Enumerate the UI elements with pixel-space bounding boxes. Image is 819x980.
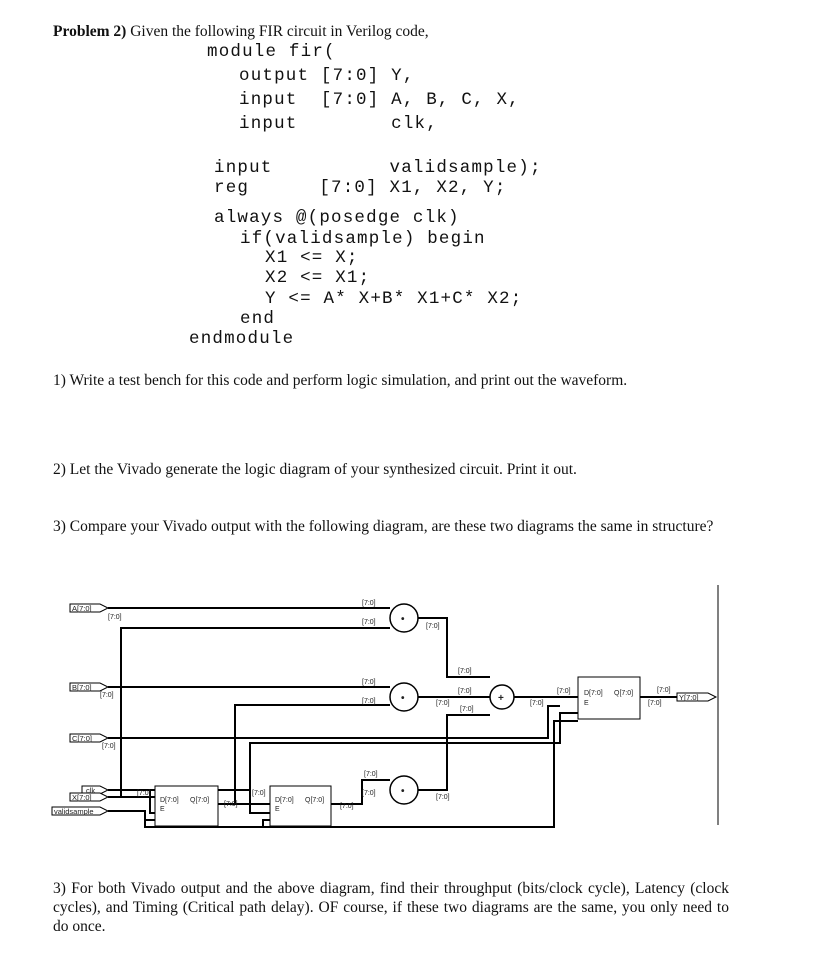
problem-label: Problem 2)	[53, 23, 127, 40]
code-line: X2 <= X1;	[265, 268, 371, 288]
code-line: endmodule	[189, 329, 295, 349]
bus-label: [7:0]	[458, 668, 472, 675]
bus-label: [7:0]	[340, 803, 354, 810]
fir-logic-diagram	[0, 575, 819, 845]
port-a-label: A[7:0]	[72, 604, 92, 613]
register-y-e: E	[584, 700, 589, 707]
bus-label: [7:0]	[436, 700, 450, 707]
bus-label: [7:0]	[364, 771, 378, 778]
problem-intro: Given the following FIR circuit in Verilog code,	[130, 23, 429, 40]
register-x2-e: E	[275, 806, 280, 813]
bus-label: [7:0]	[362, 790, 376, 797]
port-clk-label: clk	[86, 786, 96, 795]
register-x1-e: E	[160, 806, 165, 813]
bus-label: [7:0]	[108, 614, 122, 621]
bus-label: [7:0]	[458, 688, 472, 695]
code-line: module fir(	[207, 42, 336, 62]
register-y	[578, 677, 640, 719]
bus-label: [7:0]	[252, 790, 266, 797]
question-1: 1) Write a test bench for this code and perform logic simulation, and print out the waveform.	[53, 372, 628, 389]
bus-label: [7:0]	[657, 687, 671, 694]
register-x1-q: Q[7:0]	[190, 797, 210, 804]
bus-label: [7:0]	[436, 794, 450, 801]
code-line: if(validsample) begin	[240, 229, 486, 249]
port-b-label: B[7:0]	[72, 683, 92, 692]
code-line: input [7:0] A, B, C, X,	[239, 90, 520, 110]
question-4: 3) For both Vivado output and the above diagram, find their throughput (bits/clock cycle), Latency (clock cycles), and Timing (Critical path delay). OF course, if these two diagrams are the same, you only need to do once.	[53, 880, 729, 935]
code-line: reg [7:0] X1, X2, Y;	[214, 178, 507, 198]
question-2: 2) Let the Vivado generate the logic diagram of your synthesized circuit. Print it out.	[53, 461, 577, 478]
bus-label: [7:0]	[426, 623, 440, 630]
question-3: 3) Compare your Vivado output with the following diagram, are these two diagrams the same in structure?	[53, 518, 714, 535]
code-line: input clk,	[239, 114, 438, 134]
adder-symbol: +	[498, 693, 504, 704]
code-line: input validsample);	[214, 158, 542, 178]
multiplier-3-symbol: •	[401, 786, 405, 797]
port-x-label: X[7:0]	[72, 793, 92, 802]
register-y-d: D[7:0]	[584, 690, 603, 697]
bus-label: [7:0]	[362, 679, 376, 686]
bus-label: [7:0]	[530, 700, 544, 707]
code-line: always @(posedge clk)	[214, 208, 460, 228]
register-x2-q: Q[7:0]	[305, 797, 325, 804]
bus-label: [7:0]	[137, 790, 151, 797]
problem-heading	[53, 23, 429, 41]
bus-label: [7:0]	[557, 688, 571, 695]
port-validsample-label: validsample	[54, 807, 94, 816]
bus-label: [7:0]	[648, 700, 662, 707]
bus-label: [7:0]	[102, 743, 116, 750]
port-c-label: C[7:0]	[72, 734, 93, 743]
bus-label: [7:0]	[460, 706, 474, 713]
bus-label: [7:0]	[224, 801, 238, 808]
register-x2-d: D[7:0]	[275, 797, 294, 804]
register-x1-d: D[7:0]	[160, 797, 179, 804]
port-y-label: Y[7:0]	[679, 693, 699, 702]
code-line: output [7:0] Y,	[239, 66, 415, 86]
code-line: Y <= A* X+B* X1+C* X2;	[265, 289, 523, 309]
bus-label: [7:0]	[362, 600, 376, 607]
bus-label: [7:0]	[362, 619, 376, 626]
multiplier-1-symbol: •	[401, 614, 405, 625]
multiplier-2-symbol: •	[401, 693, 405, 704]
bus-label: [7:0]	[100, 692, 114, 699]
code-line: X1 <= X;	[265, 248, 359, 268]
register-y-q: Q[7:0]	[614, 690, 634, 697]
code-line: end	[240, 309, 276, 329]
bus-label: [7:0]	[362, 698, 376, 705]
